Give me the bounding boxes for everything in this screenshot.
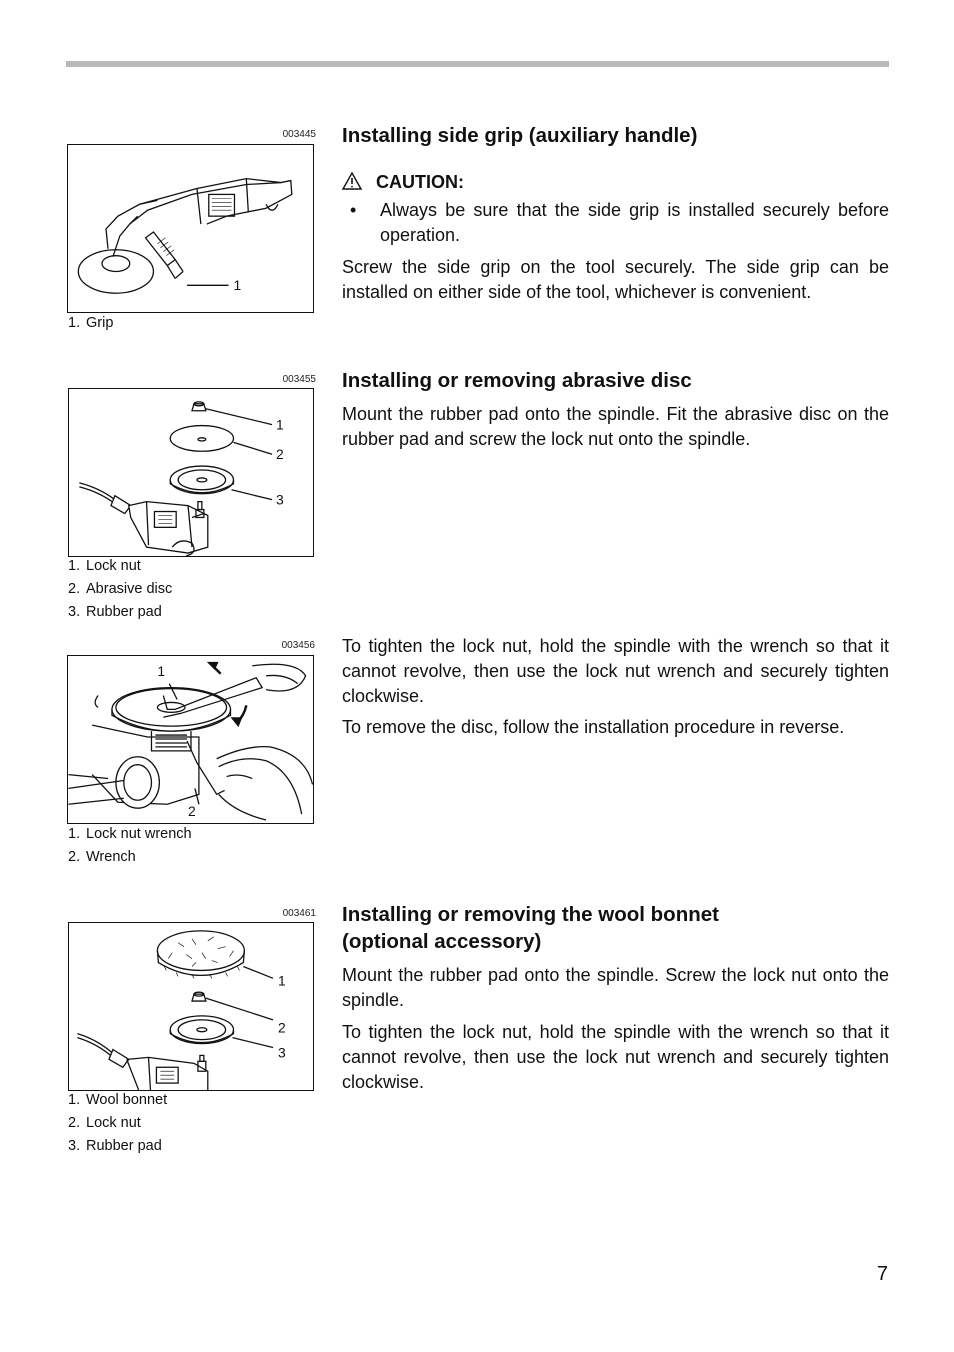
legend-item: 1. Lock nut	[68, 558, 141, 574]
caution-bullet: • Always be sure that the side grip is installed securely before operation.	[350, 200, 889, 245]
warning-triangle-icon	[342, 172, 362, 190]
paragraph-wool-bonnet-tighten: To tighten the lock nut, hold the spindle with the wrench so that it cannot revolve, then use the lock nut wrench and securely tighten clockwise.	[342, 1022, 889, 1092]
callout-1: 1	[157, 662, 166, 679]
legend-item: 1. Wool bonnet	[68, 1092, 168, 1108]
callout-2: 2	[275, 446, 284, 463]
figure-code: 003456	[281, 640, 315, 651]
legend-abrasive-disc	[68, 555, 172, 624]
callout-1: 1	[277, 972, 286, 989]
legend-side-grip	[68, 312, 113, 335]
wool-bonnet-assembly-illustration	[69, 923, 313, 1090]
header-rule	[66, 61, 889, 67]
section-heading-abrasive-disc: Installing or removing abrasive disc	[342, 369, 692, 392]
callout-2: 2	[277, 1019, 286, 1036]
figure-abrasive-disc	[68, 388, 314, 557]
legend-item: 2. Abrasive disc	[68, 581, 173, 597]
page-number: 7	[876, 1263, 888, 1285]
figure-code: 003445	[282, 129, 316, 140]
legend-item: 2. Wrench	[68, 849, 136, 865]
legend-item: 2. Lock nut	[68, 1115, 141, 1131]
paragraph-wool-bonnet-mount: Mount the rubber pad onto the spindle. Screw the lock nut onto the spindle.	[342, 965, 889, 1010]
figure-code: 003461	[282, 908, 316, 919]
callout-3: 3	[277, 1044, 286, 1061]
section-heading-side-grip: Installing side grip (auxiliary handle)	[342, 124, 698, 147]
figure-wool-bonnet	[68, 922, 314, 1091]
legend-wool-bonnet	[68, 1089, 167, 1158]
callout-1: 1	[233, 277, 242, 294]
callout-3: 3	[275, 491, 284, 508]
caution-label: CAUTION:	[342, 170, 464, 195]
figure-tighten-lock-nut	[67, 655, 314, 824]
abrasive-disc-assembly-illustration	[69, 389, 313, 556]
legend-item: 1. Lock nut wrench	[68, 826, 192, 842]
figure-side-grip	[67, 144, 314, 313]
legend-item: 3. Rubber pad	[68, 604, 162, 620]
section-heading-wool-bonnet: Installing or removing the wool bonnet (optional accessory)	[342, 903, 719, 953]
paragraph-abrasive-disc: Mount the rubber pad onto the spindle. Fit the abrasive disc on the rubber pad and screw the lock nut onto the spindle.	[342, 404, 889, 449]
grinder-with-grip-illustration	[68, 145, 313, 312]
paragraph-side-grip: Screw the side grip on the tool securely. The side grip can be installed on either side of the tool, whichever is convenient.	[342, 257, 889, 302]
callout-1: 1	[275, 416, 284, 433]
paragraph-remove: To remove the disc, follow the installation procedure in reverse.	[342, 717, 845, 737]
legend-item: 1. Grip	[68, 315, 114, 331]
bullet-dot: •	[350, 200, 357, 220]
figure-code: 003455	[282, 374, 316, 385]
paragraph-tighten: To tighten the lock nut, hold the spindle with the wrench so that it cannot revolve, then use the lock nut wrench and securely tighten clockwise.	[342, 636, 889, 706]
legend-item: 3. Rubber pad	[68, 1138, 162, 1154]
callout-2: 2	[188, 803, 196, 820]
legend-tighten	[68, 823, 192, 869]
wrench-tightening-illustration	[68, 656, 313, 823]
